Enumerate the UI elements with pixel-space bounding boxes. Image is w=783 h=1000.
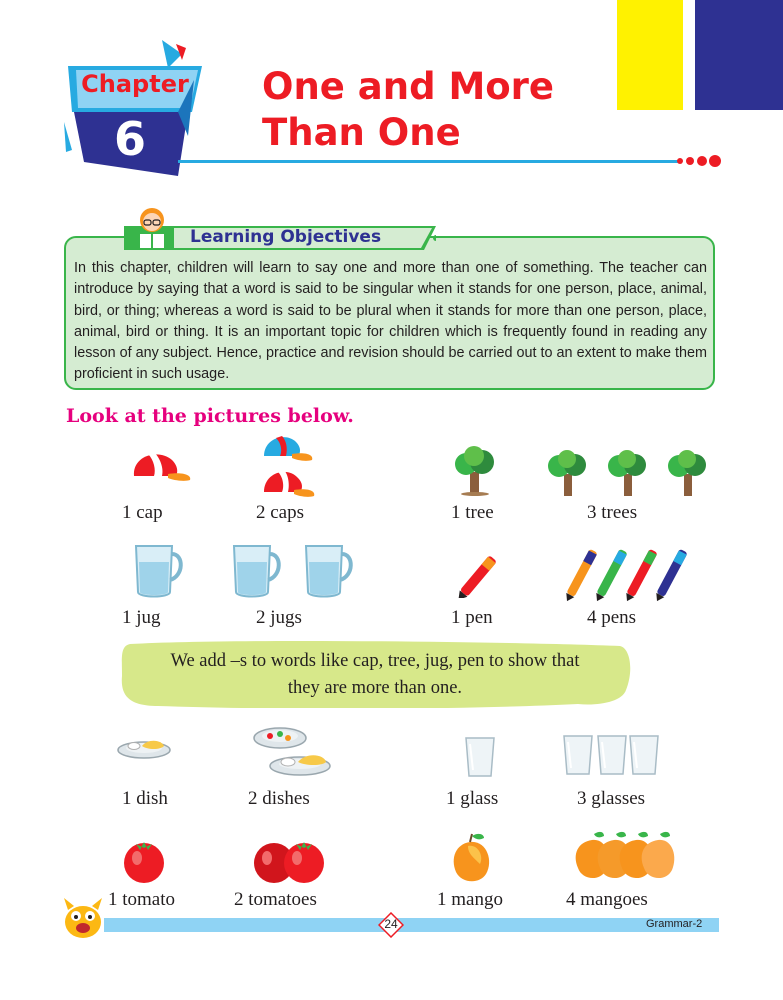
label-1-dish: 1 dish bbox=[122, 788, 168, 809]
title-line-1: One and More bbox=[262, 65, 555, 108]
rule-note-text bbox=[118, 648, 632, 702]
label-2-jugs: 2 jugs bbox=[256, 607, 302, 628]
title-line-2: Than One bbox=[262, 111, 461, 154]
pens-icon bbox=[564, 544, 694, 602]
label-3-glasses: 3 glasses bbox=[577, 788, 646, 809]
label-1-cap: 1 cap bbox=[122, 502, 163, 523]
label-1-pen: 1 pen bbox=[451, 607, 493, 628]
rule-note-line-2: they are more than one. bbox=[287, 678, 463, 698]
cap-icon bbox=[128, 446, 194, 486]
jug-icon bbox=[130, 542, 186, 602]
footer-bar bbox=[104, 918, 719, 932]
corner-blue-block bbox=[695, 0, 783, 110]
trees-icon bbox=[546, 450, 712, 498]
tomatoes-icon bbox=[252, 836, 326, 884]
pen-icon bbox=[458, 546, 508, 598]
glass-icon bbox=[464, 736, 496, 778]
instruction-heading: Look at the pictures below. bbox=[66, 405, 354, 427]
corner-yellow-block bbox=[617, 0, 683, 110]
label-2-tomatoes: 2 tomatoes bbox=[234, 889, 317, 910]
mascot-icon bbox=[60, 896, 106, 940]
book-name: Grammar-2 bbox=[646, 918, 703, 930]
label-1-jug: 1 jug bbox=[122, 607, 161, 628]
chapter-badge bbox=[64, 40, 214, 180]
tree-icon bbox=[452, 446, 498, 496]
label-1-mango: 1 mango bbox=[437, 889, 503, 910]
title-underline bbox=[178, 160, 678, 163]
reading-child-icon bbox=[130, 204, 174, 252]
label-1-tree: 1 tree bbox=[451, 502, 494, 523]
dishes-icon bbox=[252, 722, 334, 778]
label-3-trees: 3 trees bbox=[587, 502, 638, 523]
label-4-pens: 4 pens bbox=[587, 607, 637, 628]
label-1-glass: 1 glass bbox=[446, 788, 499, 809]
chapter-number: 6 bbox=[113, 112, 146, 166]
rule-note-line-1: We add –s to words like cap, tree, jug, pen to show that bbox=[170, 651, 580, 671]
tomato-icon bbox=[122, 836, 166, 884]
label-2-caps: 2 caps bbox=[256, 502, 305, 523]
glasses-icon bbox=[562, 734, 660, 776]
page-number: 24 bbox=[384, 917, 398, 931]
mango-icon bbox=[450, 832, 494, 884]
title-dots-decoration bbox=[676, 154, 722, 168]
label-2-dishes: 2 dishes bbox=[248, 788, 310, 809]
chapter-label: Chapter bbox=[81, 70, 189, 98]
learning-objectives-heading: Learning Objectives bbox=[190, 227, 382, 247]
learning-objectives-box bbox=[64, 236, 715, 390]
learning-objectives-text: In this chapter, children will learn to say one and more than one of something. The teacher can introduce by saying that a word is said to be singular when it stands for one person, place, animal, bird, or thing; whereas a word is said to be plural when it stands for more than one person, place, animal, bird or thing. It is an important topic for children which is frequently found in reading any lesson of any subject. Hence, practice and revision should be carried out to an extent to make them proficient in such usage. bbox=[74, 260, 707, 383]
caps-icon bbox=[260, 432, 316, 498]
dish-icon bbox=[116, 734, 172, 760]
mangoes-icon bbox=[572, 828, 680, 884]
label-1-tomato: 1 tomato bbox=[108, 889, 176, 910]
page-title bbox=[262, 64, 554, 156]
jugs-icon bbox=[230, 542, 360, 602]
label-4-mangoes: 4 mangoes bbox=[566, 889, 648, 910]
